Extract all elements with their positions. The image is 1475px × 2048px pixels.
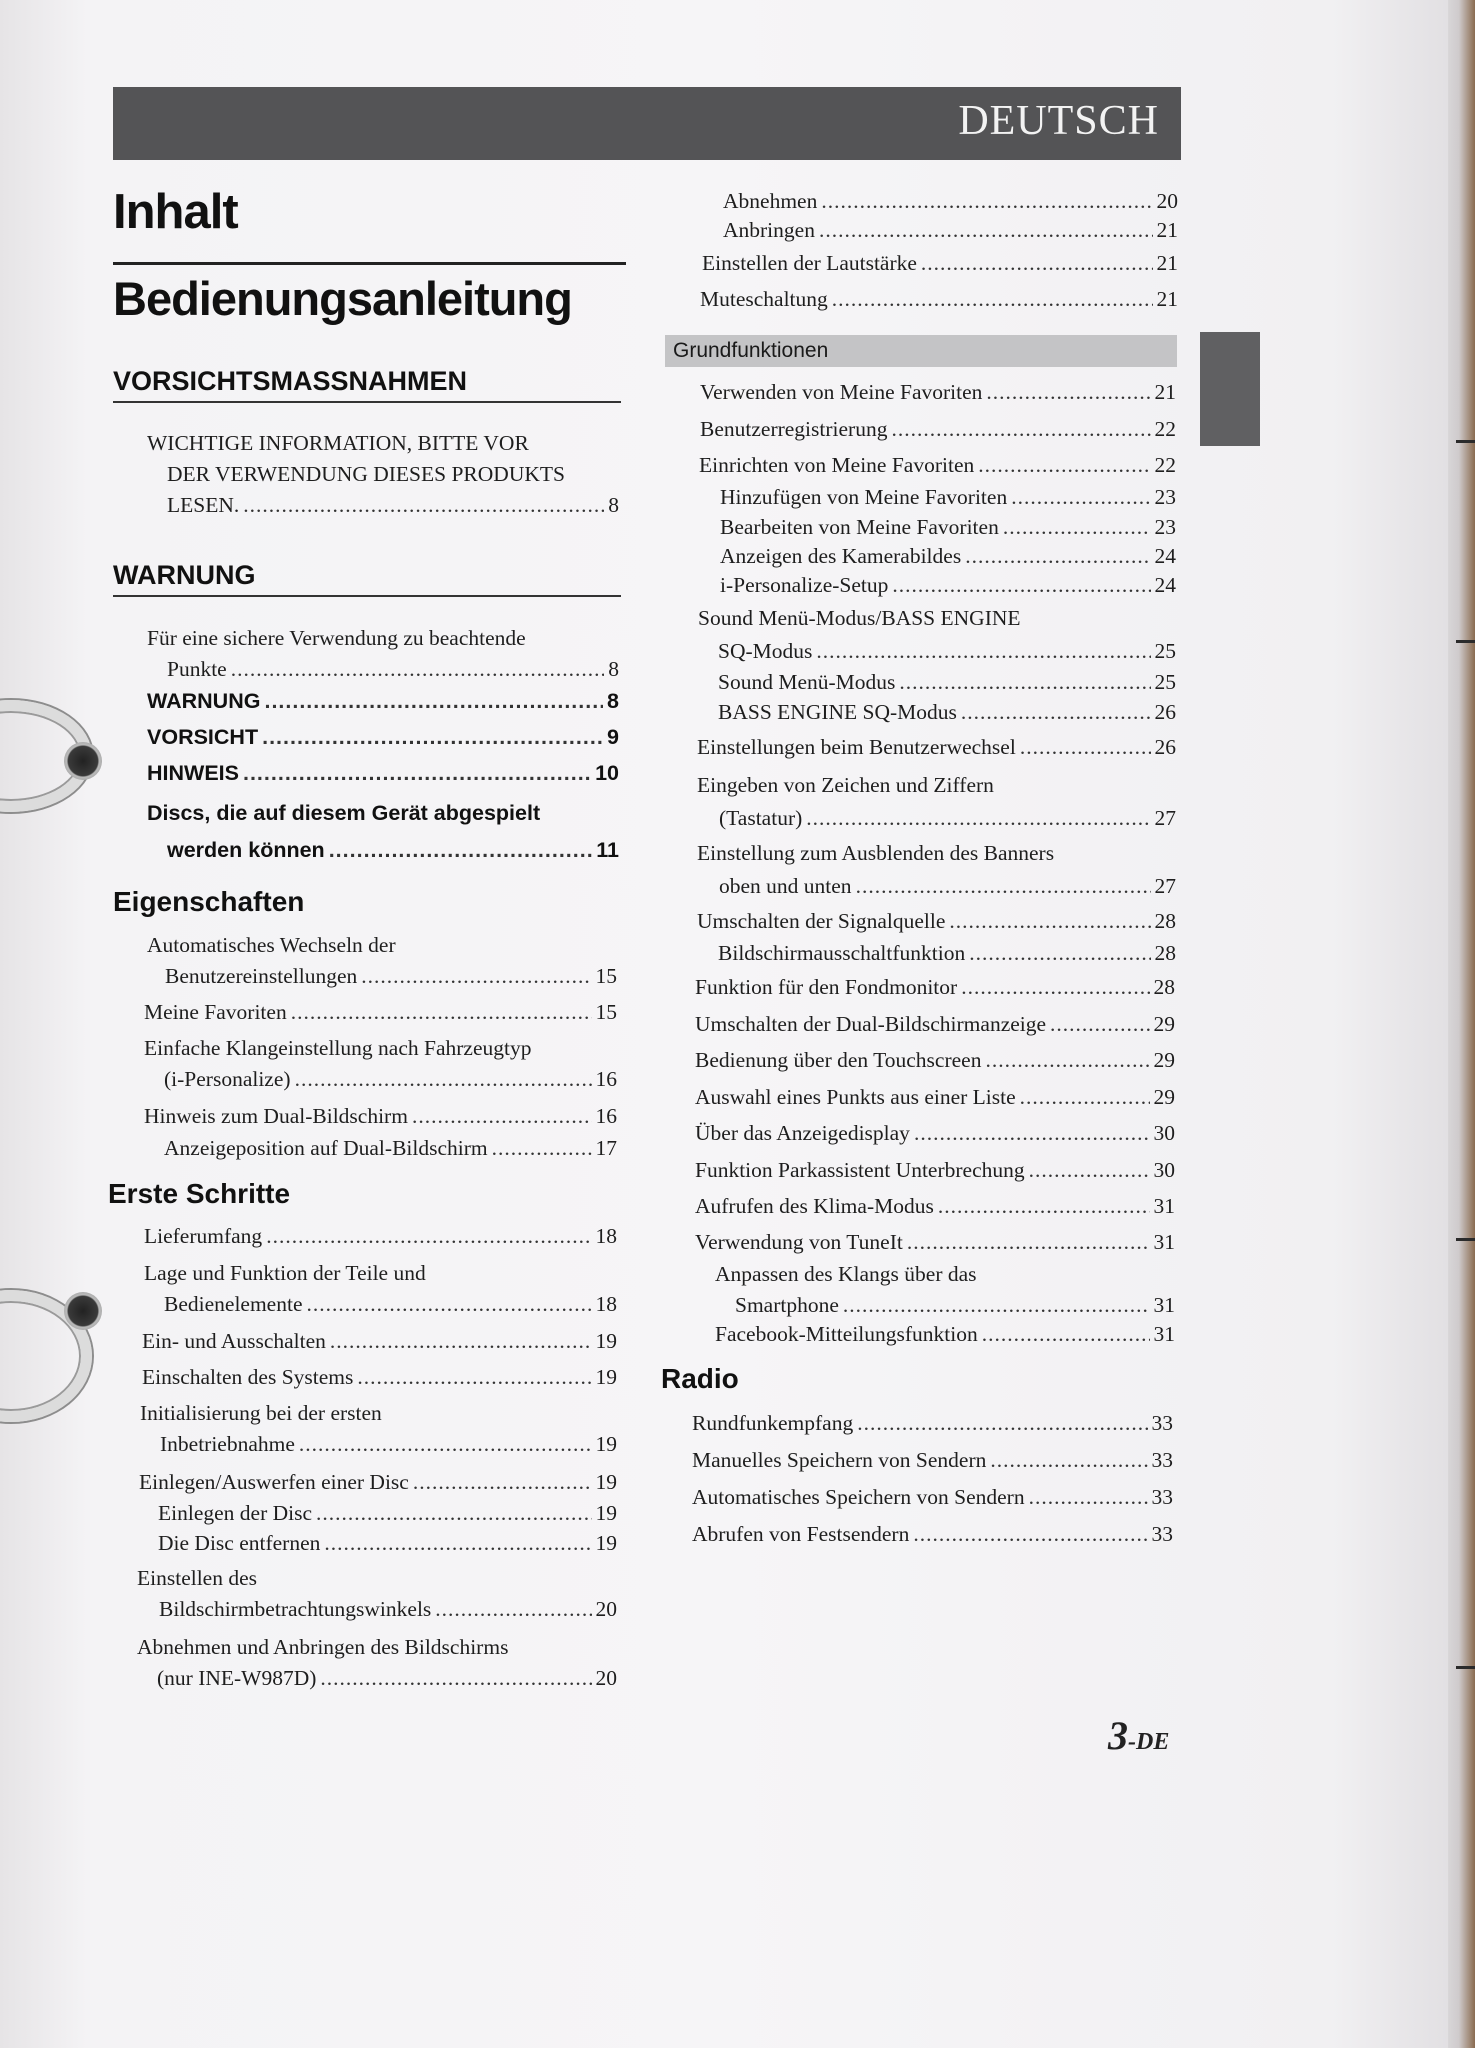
toc-entry[interactable]: [718, 636, 1176, 667]
toc-entry-text: Bedienelemente: [164, 1292, 303, 1316]
toc-page-number: 9: [607, 725, 619, 749]
toc-page-number: 22: [1154, 417, 1176, 441]
toc-page-number: 33: [1151, 1485, 1173, 1509]
toc-page-number: 21: [1156, 218, 1178, 242]
dot-leader: [330, 1326, 592, 1357]
toc-entry-text: Einrichten von Meine Favoriten: [699, 453, 975, 477]
toc-entry[interactable]: [718, 697, 1176, 728]
toc-entry-text: Umschalten der Dual-Bildschirmanzeige: [695, 1012, 1047, 1036]
toc-entry-text: DER VERWENDUNG DIESES PRODUKTS: [167, 462, 565, 486]
toc-entry-text: Einlegen der Disc: [158, 1501, 313, 1525]
dot-leader: [899, 667, 1150, 698]
toc-page-number: 26: [1154, 735, 1176, 759]
toc-entry-text: Einstellung zum Ausblenden des Banners: [697, 841, 1055, 865]
toc-entry-text: Einstellungen beim Benutzerwechsel: [697, 735, 1016, 759]
toc-entry-text: Anzeigeposition auf Dual-Bildschirm: [164, 1136, 488, 1160]
toc-entry-text: Abnehmen und Anbringen des Bildschirms: [137, 1635, 509, 1659]
toc-entry-text: Benutzereinstellungen: [165, 964, 358, 988]
toc-entry[interactable]: [697, 732, 1176, 763]
toc-entry-text: Abnehmen: [723, 189, 818, 213]
manual-title: Bedienungsanleitung: [113, 262, 626, 326]
dot-leader: [324, 1528, 591, 1559]
toc-entry[interactable]: [137, 1632, 617, 1694]
edge-tick: [1456, 440, 1475, 443]
toc-entry[interactable]: [144, 1258, 617, 1320]
toc-entry[interactable]: [147, 758, 619, 789]
toc-page-number: 27: [1154, 874, 1176, 898]
dot-leader: [907, 1227, 1150, 1258]
toc-page-number: 33: [1151, 1411, 1173, 1435]
toc-entry[interactable]: [720, 541, 1176, 572]
dot-leader: [262, 722, 603, 753]
toc-entry[interactable]: [700, 414, 1176, 445]
dot-leader: [291, 997, 592, 1028]
toc-entry-text: Bedienung über den Touchscreen: [695, 1048, 982, 1072]
toc-page-number: 20: [595, 1666, 617, 1690]
toc-page-number: 16: [595, 1104, 617, 1128]
section-head-erste-schritte: Erste Schritte: [108, 1178, 291, 1209]
toc-entry-text: Einschalten des Systems: [142, 1365, 354, 1389]
toc-entry-text: HINWEIS: [147, 761, 239, 785]
toc-page-number: 19: [595, 1501, 617, 1525]
dot-leader: [231, 654, 605, 685]
dot-leader: [961, 697, 1151, 728]
toc-entry-text: Für eine sichere Verwendung zu beachtende: [147, 626, 526, 650]
dot-leader: [1029, 1155, 1150, 1186]
edge-tick: [1456, 1238, 1475, 1241]
toc-page-number: 22: [1154, 453, 1176, 477]
toc-entry-text: Umschalten der Signalquelle: [697, 909, 946, 933]
language-header-bar: [113, 87, 1181, 160]
dot-leader: [299, 1429, 592, 1460]
toc-entry[interactable]: [699, 450, 1176, 481]
toc-entry[interactable]: [720, 512, 1176, 543]
toc-entry[interactable]: [723, 215, 1178, 246]
toc-entry[interactable]: [702, 248, 1178, 279]
dot-leader: [1050, 1009, 1149, 1040]
toc-entry-text: WARNUNG: [147, 689, 261, 713]
toc-entry-text: Lage und Funktion der Teile und: [144, 1261, 426, 1285]
toc-entry-text: Facebook-Mitteilungsfunktion: [715, 1322, 978, 1346]
toc-entry-text: Eingeben von Zeichen und Ziffern: [697, 773, 994, 797]
toc-page-number: 21: [1156, 287, 1178, 311]
toc-entry[interactable]: [695, 1009, 1175, 1040]
toc-entry-text: i-Personalize-Setup: [720, 573, 889, 597]
toc-entry[interactable]: [142, 1362, 617, 1393]
toc-entry[interactable]: [144, 1221, 617, 1252]
binder-hole: [64, 1292, 102, 1330]
toc-page-number: 19: [595, 1365, 617, 1389]
toc-entry[interactable]: [164, 1133, 617, 1164]
dot-leader: [806, 802, 1150, 835]
toc-entry[interactable]: [139, 1467, 617, 1498]
dot-leader: [307, 1289, 592, 1320]
toc-entry[interactable]: [715, 1259, 1175, 1321]
toc-entry-text: werden können: [167, 838, 325, 862]
toc-entry-text: Sound Menü-Modus: [718, 670, 896, 694]
toc-entry-text: Hinzufügen von Meine Favoriten: [720, 485, 1008, 509]
toc-page-number: 30: [1153, 1158, 1175, 1182]
toc-entry-text: SQ-Modus: [718, 639, 813, 663]
dot-leader: [891, 414, 1150, 445]
toc-page-number: 24: [1154, 573, 1176, 597]
dot-leader: [819, 215, 1153, 246]
toc-entry-text: Bildschirmbetrachtungswinkels: [159, 1597, 432, 1621]
dot-leader: [914, 1118, 1150, 1149]
toc-page-number: 28: [1154, 941, 1176, 965]
toc-entry[interactable]: [158, 1498, 617, 1529]
toc-page-number: 31: [1153, 1194, 1175, 1218]
toc-entry-text: Die Disc entfernen: [158, 1531, 321, 1555]
toc-entry[interactable]: [715, 1319, 1175, 1350]
toc-page-number: 20: [595, 1597, 617, 1621]
page-number-value: 3: [1108, 1713, 1128, 1758]
dot-leader: [982, 1319, 1150, 1350]
toc-entry-text: LESEN.: [167, 493, 240, 517]
toc-entry[interactable]: [697, 769, 1176, 835]
dot-leader: [243, 490, 604, 521]
toc-entry-text: Einstellen des: [137, 1566, 258, 1590]
toc-entry-text: Anbringen: [723, 218, 815, 242]
toc-entry-text: Einstellen der Lautstärke: [702, 251, 917, 275]
dot-leader: [320, 1663, 591, 1694]
toc-page-number: 19: [595, 1531, 617, 1555]
toc-entry-text: Manuelles Speichern von Sendern: [692, 1448, 987, 1472]
toc-entry[interactable]: [144, 1033, 617, 1095]
toc-entry-text: Auswahl eines Punkts aus einer Liste: [695, 1085, 1016, 1109]
dot-leader: [1011, 482, 1150, 513]
toc-entry-text: Verwendung von TuneIt: [695, 1230, 903, 1254]
toc-page-number: 29: [1153, 1048, 1175, 1072]
toc-page-number: 31: [1153, 1230, 1175, 1254]
dot-leader: [913, 1519, 1147, 1550]
toc-entry-text: WICHTIGE INFORMATION, BITTE VOR: [147, 431, 529, 455]
edge-tick: [1456, 1666, 1475, 1669]
toc-entry-text: Punkte: [167, 657, 227, 681]
toc-page-number: 29: [1153, 1012, 1175, 1036]
toc-entry-text: Sound Menü-Modus/BASS ENGINE: [698, 606, 1021, 630]
toc-entry[interactable]: [158, 1528, 617, 1559]
toc-page-number: 8: [607, 689, 619, 713]
toc-page-number: 25: [1154, 670, 1176, 694]
toc-entry[interactable]: [720, 482, 1176, 513]
toc-entry[interactable]: [695, 1045, 1175, 1076]
dot-leader: [892, 570, 1150, 601]
dot-leader: [986, 377, 1150, 408]
toc-entry-text: Ein- und Ausschalten: [142, 1329, 326, 1353]
toc-page-number: 26: [1154, 700, 1176, 724]
toc-entry[interactable]: [147, 930, 617, 992]
toc-page-number: 18: [595, 1292, 617, 1316]
dot-leader: [412, 1101, 592, 1132]
toc-page-number: 20: [1156, 189, 1178, 213]
dot-leader: [243, 758, 591, 789]
toc-entry-text: Einlegen/Auswerfen einer Disc: [139, 1470, 409, 1494]
toc-page-number: 29: [1153, 1085, 1175, 1109]
toc-page-number: 31: [1153, 1293, 1175, 1317]
toc-entry[interactable]: [144, 1101, 617, 1132]
dot-leader: [985, 1045, 1149, 1076]
toc-entry-text: Inbetriebnahme: [160, 1432, 295, 1456]
toc-entry-text: BASS ENGINE SQ-Modus: [718, 700, 957, 724]
toc-entry-text: Initialisierung bei der ersten: [140, 1401, 382, 1425]
dot-leader: [1020, 732, 1151, 763]
toc-page-number: 19: [595, 1329, 617, 1353]
toc-page-number: 30: [1153, 1121, 1175, 1145]
dot-leader: [832, 284, 1153, 315]
toc-entry[interactable]: [695, 1227, 1175, 1258]
page-stack-edge: [1448, 0, 1475, 2048]
toc-page-number: 33: [1151, 1448, 1173, 1472]
toc-entry[interactable]: [698, 603, 1176, 634]
toc-page-number: 8: [608, 657, 619, 681]
dot-leader: [361, 961, 591, 992]
toc-entry-text: (Tastatur): [719, 806, 803, 830]
toc-entry[interactable]: [695, 1082, 1175, 1113]
toc-page-number: 33: [1151, 1522, 1173, 1546]
toc-page-number: 27: [1154, 806, 1176, 830]
toc-entry-text: Funktion Parkassistent Unterbrechung: [695, 1158, 1025, 1182]
toc-page-number: 21: [1156, 251, 1178, 275]
contents-title: Inhalt: [113, 185, 238, 239]
toc-entry-text: Meine Favoriten: [144, 1000, 287, 1024]
toc-entry[interactable]: [695, 1118, 1175, 1149]
toc-entry-text: Abrufen von Festsendern: [692, 1522, 910, 1546]
toc-entry-text: Verwenden von Meine Favoriten: [700, 380, 983, 404]
toc-entry-text: (i-Personalize): [164, 1067, 291, 1091]
language-title: DEUTSCH: [958, 98, 1159, 144]
toc-entry-text: Automatisches Speichern von Sendern: [692, 1485, 1025, 1509]
toc-entry-text: Über das Anzeigedisplay: [695, 1121, 910, 1145]
toc-entry[interactable]: [144, 997, 617, 1028]
dot-leader: [295, 1064, 592, 1095]
toc-entry[interactable]: [718, 667, 1176, 698]
dot-leader: [816, 636, 1150, 667]
toc-entry-text: Bearbeiten von Meine Favoriten: [720, 515, 999, 539]
toc-entry-text: VORSICHT: [147, 725, 259, 749]
toc-entry-text: Lieferumfang: [144, 1224, 263, 1248]
toc-entry[interactable]: [692, 1408, 1173, 1439]
toc-entry[interactable]: [692, 1445, 1173, 1476]
toc-entry-text: Bildschirmausschaltfunktion: [718, 941, 966, 965]
toc-page-number: 25: [1154, 639, 1176, 663]
toc-page-number: 21: [1154, 380, 1176, 404]
dot-leader: [990, 1445, 1147, 1476]
toc-entry[interactable]: [147, 686, 619, 717]
dot-leader: [435, 1594, 591, 1625]
toc-entry-text: Rundfunkempfang: [692, 1411, 854, 1435]
toc-entry[interactable]: [147, 623, 619, 685]
binder-hole: [64, 742, 102, 780]
toc-page-number: 23: [1154, 485, 1176, 509]
dot-leader: [357, 1362, 591, 1393]
toc-entry[interactable]: [695, 972, 1175, 1003]
toc-entry-text: Automatisches Wechseln der: [147, 933, 396, 957]
dot-leader: [266, 1221, 591, 1252]
dot-leader: [1029, 1482, 1148, 1513]
dot-leader: [921, 248, 1153, 279]
toc-entry-text: Muteschaltung: [700, 287, 828, 311]
toc-entry[interactable]: [695, 1191, 1175, 1222]
toc-entry[interactable]: [700, 284, 1178, 315]
toc-page-number: 28: [1153, 975, 1175, 999]
section-head-warnung: WARNUNG: [113, 560, 621, 597]
toc-page-number: 19: [595, 1470, 617, 1494]
toc-entry-text: Anzeigen des Kamerabildes: [720, 544, 962, 568]
toc-entry-text: oben und unten: [719, 874, 852, 898]
dot-leader: [492, 1133, 592, 1164]
toc-page-number: 11: [596, 838, 619, 862]
section-head-eigenschaften: Eigenschaften: [113, 886, 305, 917]
toc-page-number: 15: [595, 1000, 617, 1024]
edge-tick: [1456, 640, 1475, 643]
section-band-grundfunktionen: Grundfunktionen: [665, 335, 1177, 367]
dot-leader: [978, 450, 1150, 481]
toc-entry[interactable]: [718, 938, 1176, 969]
dot-leader: [856, 870, 1151, 903]
dot-leader: [961, 972, 1149, 1003]
toc-page-number: 8: [608, 493, 619, 517]
toc-page-number: 10: [595, 761, 619, 785]
toc-entry[interactable]: [137, 1563, 617, 1625]
section-thumb-tab: [1200, 332, 1260, 446]
dot-leader: [821, 186, 1152, 217]
toc-entry[interactable]: [723, 186, 1178, 217]
toc-entry-text: Einfache Klangeinstellung nach Fahrzeugtyp: [144, 1036, 532, 1060]
toc-entry-text: Hinweis zum Dual-Bildschirm: [144, 1104, 408, 1128]
page-number-suffix: -DE: [1128, 1729, 1170, 1755]
dot-leader: [843, 1290, 1150, 1321]
dot-leader: [969, 938, 1150, 969]
dot-leader: [1020, 1082, 1150, 1113]
toc-entry[interactable]: [697, 906, 1176, 937]
dot-leader: [413, 1467, 592, 1498]
toc-entry[interactable]: [147, 722, 619, 753]
section-head-vorsicht: VORSICHTSMASSNAHMEN: [113, 366, 621, 403]
dot-leader: [965, 541, 1150, 572]
toc-page-number: 19: [595, 1432, 617, 1456]
dot-leader: [1003, 512, 1151, 543]
toc-entry-text: Anpassen des Klangs über das: [715, 1262, 977, 1286]
toc-entry-text: Benutzerregistrierung: [700, 417, 888, 441]
dot-leader: [316, 1498, 591, 1529]
toc-entry[interactable]: [147, 428, 619, 521]
toc-entry[interactable]: [140, 1398, 617, 1460]
toc-entry[interactable]: [142, 1326, 617, 1357]
dot-leader: [949, 906, 1150, 937]
toc-page-number: 15: [595, 964, 617, 988]
toc-entry[interactable]: [692, 1519, 1173, 1550]
dot-leader: [264, 686, 603, 717]
toc-page-number: 23: [1154, 515, 1176, 539]
toc-entry-text: (nur INE-W987D): [157, 1666, 317, 1690]
toc-entry[interactable]: [147, 795, 619, 869]
page-number: [1108, 1712, 1169, 1759]
toc-entry-text: Discs, die auf diesem Gerät abgespielt: [147, 801, 541, 825]
toc-entry[interactable]: [720, 570, 1176, 601]
section-head-radio: Radio: [661, 1363, 739, 1394]
toc-entry[interactable]: [692, 1482, 1173, 1513]
toc-page-number: 24: [1154, 544, 1176, 568]
toc-entry[interactable]: [695, 1155, 1175, 1186]
toc-page-number: 28: [1154, 909, 1176, 933]
toc-entry[interactable]: [700, 377, 1176, 408]
toc-entry-text: Funktion für den Fondmonitor: [695, 975, 958, 999]
toc-entry[interactable]: [697, 837, 1176, 903]
toc-page-number: 31: [1153, 1322, 1175, 1346]
toc-page-number: 17: [595, 1136, 617, 1160]
toc-entry-text: Aufrufen des Klima-Modus: [695, 1194, 934, 1218]
dot-leader: [329, 832, 593, 869]
toc-page-number: 16: [595, 1067, 617, 1091]
dot-leader: [938, 1191, 1150, 1222]
dot-leader: [857, 1408, 1147, 1439]
toc-page-number: 18: [595, 1224, 617, 1248]
toc-entry-text: Smartphone: [735, 1293, 839, 1317]
